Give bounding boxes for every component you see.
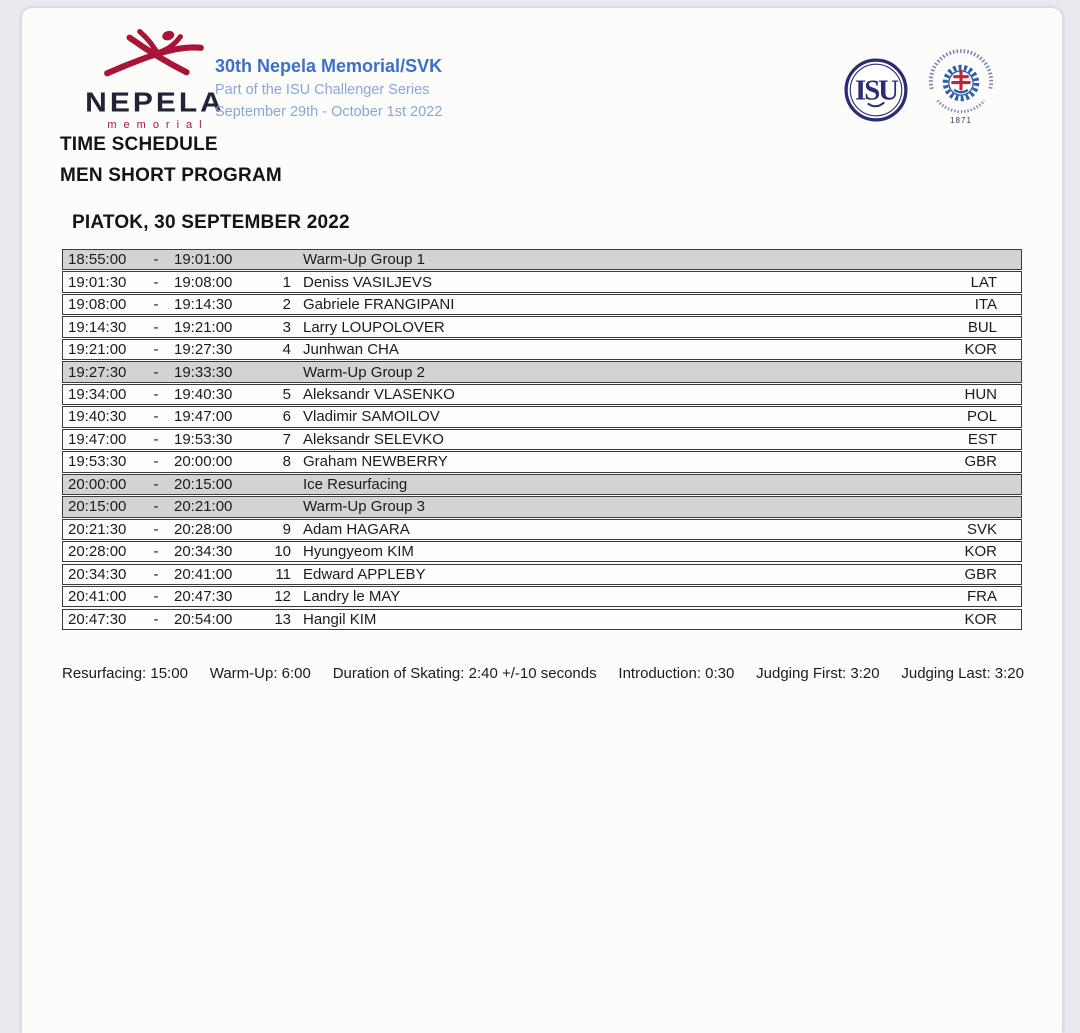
table-row <box>62 429 1022 450</box>
event-title: 30th Nepela Memorial/SVK <box>215 56 443 76</box>
table-row <box>62 406 1022 427</box>
table-row <box>62 586 1022 607</box>
skater-name: Junhwan CHA <box>303 341 399 359</box>
skater-name: Aleksandr SELEVKO <box>303 430 444 448</box>
group-label: Warm-Up Group 1 <box>303 251 425 269</box>
time-separator: - <box>153 318 159 336</box>
federation-logo <box>920 46 1002 125</box>
start-time: 20:15:00 <box>68 498 127 516</box>
footer-item: Introduction: 0:30 <box>618 665 735 682</box>
country-code: GBR <box>964 453 997 471</box>
skater-name: Deniss VASILJEVS <box>303 273 432 291</box>
table-row <box>62 294 1022 315</box>
group-label: Warm-Up Group 2 <box>303 363 425 381</box>
date-heading: PIATOK, 30 SEPTEMBER 2022 <box>72 212 350 233</box>
end-time: 19:21:00 <box>174 318 233 336</box>
page-title: TIME SCHEDULE <box>60 134 218 155</box>
start-time: 20:34:30 <box>68 565 127 583</box>
event-header <box>215 56 442 121</box>
country-code: KOR <box>964 610 997 628</box>
program-title: MEN SHORT PROGRAM <box>60 165 282 186</box>
start-time: 19:21:00 <box>68 341 127 359</box>
event-subtitle-2: September 29th - October 1st 2022 <box>215 104 443 120</box>
country-code: KOR <box>964 543 997 561</box>
table-row <box>62 271 1022 292</box>
end-time: 20:47:30 <box>174 588 233 606</box>
time-separator: - <box>153 341 159 359</box>
start-order-number: 13 <box>274 610 291 628</box>
skater-name: Landry le MAY <box>303 588 401 606</box>
time-separator: - <box>153 520 159 538</box>
table-row <box>62 609 1022 630</box>
table-row <box>62 384 1022 405</box>
schedule-table <box>62 249 1022 631</box>
start-order-number: 2 <box>282 296 291 314</box>
country-code: EST <box>967 430 997 448</box>
skater-name: Adam HAGARA <box>303 520 410 538</box>
start-order-number: 10 <box>274 543 291 561</box>
start-time: 19:08:00 <box>68 296 127 314</box>
start-time: 19:34:00 <box>68 386 127 403</box>
table-row <box>62 451 1022 472</box>
end-time: 20:21:00 <box>174 498 233 516</box>
time-separator: - <box>153 363 159 381</box>
footer-item: Warm-Up: 6:00 <box>209 665 311 682</box>
footer-legend <box>62 665 1024 682</box>
end-time: 19:40:30 <box>174 386 233 403</box>
country-code: KOR <box>964 341 997 359</box>
end-time: 20:15:00 <box>174 475 233 493</box>
skater-name: Hangil KIM <box>303 610 377 628</box>
start-time: 19:01:30 <box>68 273 127 291</box>
time-separator: - <box>153 588 159 606</box>
nepela-logo <box>80 26 230 131</box>
end-time: 19:33:30 <box>174 363 233 381</box>
start-order-number: 1 <box>282 273 291 291</box>
end-time: 19:27:30 <box>174 341 233 359</box>
country-code: ITA <box>974 296 997 314</box>
table-row <box>62 249 1022 270</box>
nepela-logo-title: NEPELA <box>85 87 225 118</box>
time-separator: - <box>153 610 159 628</box>
end-time: 19:01:00 <box>174 251 233 269</box>
group-label: Warm-Up Group 3 <box>303 498 425 516</box>
country-code: HUN <box>964 386 997 403</box>
end-time: 19:08:00 <box>174 273 233 291</box>
end-time: 20:41:00 <box>174 565 233 583</box>
country-code: FRA <box>967 588 997 606</box>
start-time: 20:41:00 <box>68 588 127 606</box>
time-separator: - <box>153 430 159 448</box>
table-row <box>62 564 1022 585</box>
start-order-number: 8 <box>282 453 291 471</box>
country-code: POL <box>966 408 997 426</box>
start-order-number: 6 <box>282 408 291 426</box>
time-separator: - <box>153 408 159 426</box>
footer-item: Duration of Skating: 2:40 +/-10 seconds <box>332 665 597 682</box>
table-row <box>62 339 1022 360</box>
federation-logo-icon <box>924 46 998 120</box>
start-order-number: 4 <box>282 341 291 359</box>
isu-logo-icon <box>842 56 910 124</box>
event-subtitle-1: Part of the ISU Challenger Series <box>215 82 430 98</box>
nepela-logo-subtitle: memorial <box>107 119 209 131</box>
start-order-number: 11 <box>275 565 291 583</box>
time-separator: - <box>153 498 159 516</box>
skater-name: Larry LOUPOLOVER <box>303 318 445 336</box>
time-separator: - <box>153 273 159 291</box>
country-code: LAT <box>970 273 997 291</box>
end-time: 19:14:30 <box>174 296 233 314</box>
start-order-number: 5 <box>282 386 291 403</box>
skater-name: Hyungyeom KIM <box>303 543 414 561</box>
country-code: SVK <box>966 520 997 538</box>
svg-text:ISU: ISU <box>855 74 897 107</box>
table-row <box>62 496 1022 517</box>
table-row <box>62 541 1022 562</box>
start-time: 19:47:00 <box>68 430 127 448</box>
time-separator: - <box>153 251 159 269</box>
time-separator: - <box>153 453 159 471</box>
end-time: 20:54:00 <box>174 610 233 628</box>
document-page <box>22 8 1062 1033</box>
end-time: 20:28:00 <box>174 520 233 538</box>
footer-item: Resurfacing: 15:00 <box>62 665 188 682</box>
skater-icon <box>99 26 211 88</box>
time-separator: - <box>153 386 159 403</box>
time-separator: - <box>153 475 159 493</box>
group-label: Ice Resurfacing <box>303 475 408 493</box>
start-time: 20:47:30 <box>68 610 127 628</box>
footer-item: Judging First: 3:20 <box>756 665 880 682</box>
federation-year: 1871 <box>950 116 972 125</box>
time-separator: - <box>153 296 159 314</box>
end-time: 20:00:00 <box>174 453 233 471</box>
end-time: 20:34:30 <box>174 543 233 561</box>
start-time: 20:28:00 <box>68 543 127 561</box>
start-time: 20:21:30 <box>68 520 127 538</box>
table-row <box>62 316 1022 337</box>
table-row <box>62 519 1022 540</box>
table-row <box>62 474 1022 495</box>
start-time: 18:55:00 <box>68 251 127 269</box>
skater-name: Gabriele FRANGIPANI <box>303 296 455 314</box>
start-time: 19:53:30 <box>68 453 127 471</box>
skater-name: Graham NEWBERRY <box>303 453 448 471</box>
end-time: 19:53:30 <box>174 430 233 448</box>
start-order-number: 9 <box>282 520 291 538</box>
start-time: 19:40:30 <box>68 408 127 426</box>
skater-name: Vladimir SAMOILOV <box>303 408 440 426</box>
country-code: GBR <box>964 565 997 583</box>
time-separator: - <box>153 565 159 583</box>
start-order-number: 7 <box>282 430 291 448</box>
start-time: 19:14:30 <box>68 318 127 336</box>
end-time: 19:47:00 <box>174 408 233 426</box>
start-order-number: 12 <box>274 588 291 606</box>
time-separator: - <box>153 543 159 561</box>
skater-name: Edward APPLEBY <box>303 565 426 583</box>
start-time: 19:27:30 <box>68 363 127 381</box>
start-time: 20:00:00 <box>68 475 127 493</box>
country-code: BUL <box>967 318 997 336</box>
start-order-number: 3 <box>282 318 291 336</box>
skater-name: Aleksandr VLASENKO <box>303 386 455 403</box>
footer-item: Judging Last: 3:20 <box>901 665 1024 682</box>
table-row <box>62 361 1022 382</box>
